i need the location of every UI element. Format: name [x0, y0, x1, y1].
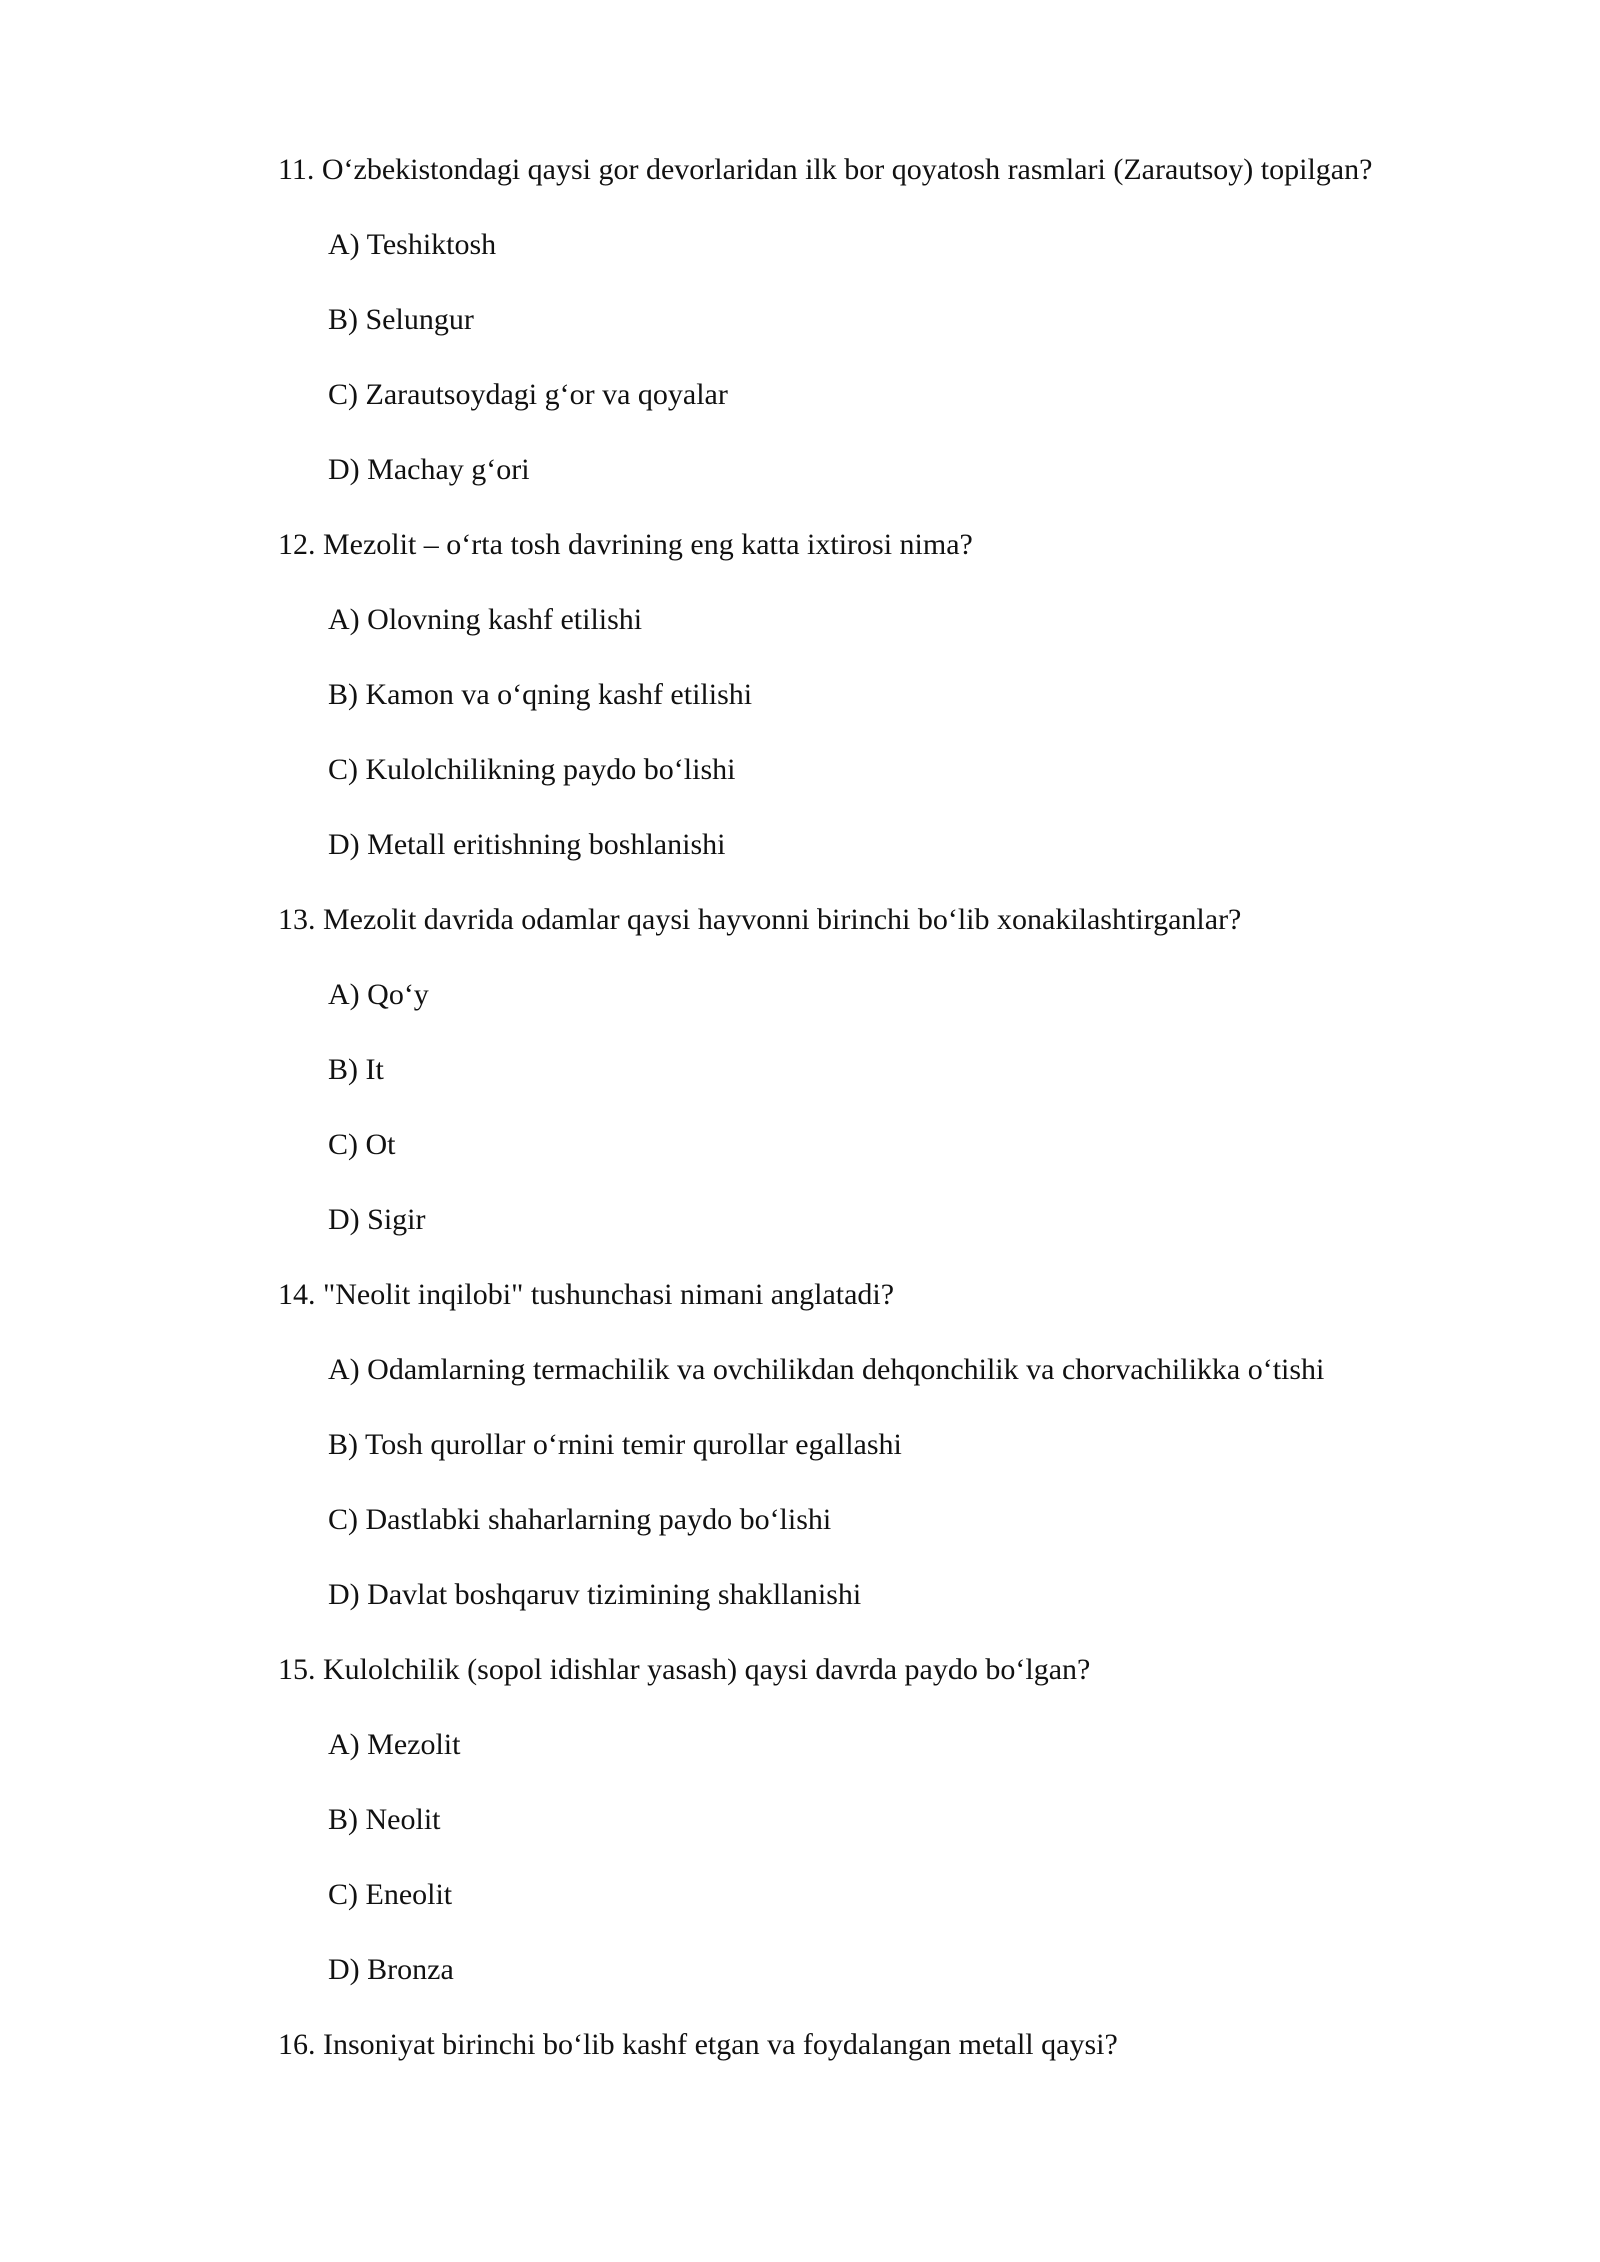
question-12-option-b: B) Kamon va o‘qning kashf etilishi — [328, 678, 753, 711]
question-number: 12. — [278, 528, 316, 561]
question-number: 14. — [278, 1278, 316, 1311]
question-12-option-a: A) Olovning kashf etilishi — [328, 603, 643, 636]
question-14-option-c: C) Dastlabki shaharlarning paydo bo‘lishi — [328, 1503, 832, 1536]
question-text: Kulolchilik (sopol idishlar yasash) qaysi davrda paydo bo‘lgan? — [323, 1653, 1091, 1686]
question-11-option-d: D) Machay g‘ori — [328, 453, 530, 486]
question-16 — [278, 2027, 1118, 2063]
question-text: Mezolit – o‘rta tosh davrining eng katta ixtirosi nima? — [323, 528, 973, 561]
question-12 — [278, 527, 973, 563]
question-text: Insoniyat birinchi bo‘lib kashf etgan va foydalangan metall qaysi? — [323, 2028, 1118, 2061]
question-number: 11. — [278, 153, 315, 186]
question-11-option-c: C) Zarautsoydagi g‘or va qoyalar — [328, 378, 728, 411]
question-15-option-a: A) Mezolit — [328, 1728, 461, 1761]
question-15-option-c: C) Eneolit — [328, 1878, 453, 1911]
question-14-option-b: B) Tosh qurollar o‘rnini temir qurollar egallashi — [328, 1428, 902, 1461]
question-12-option-d: D) Metall eritishning boshlanishi — [328, 828, 726, 861]
question-15-option-b: B) Neolit — [328, 1803, 441, 1836]
question-15 — [278, 1652, 1090, 1688]
question-14-option-d: D) Davlat boshqaruv tizimining shakllanishi — [328, 1578, 862, 1611]
question-11-option-b: B) Selungur — [328, 303, 474, 336]
question-13-option-a: A) Qo‘y — [328, 978, 429, 1011]
question-13-option-c: C) Ot — [328, 1128, 396, 1161]
question-13 — [278, 902, 1241, 938]
question-14 — [278, 1277, 894, 1313]
question-text: O‘zbekistondagi qaysi gor devorlaridan ilk bor qoyatosh rasmlari (Zarautsoy) topilgan? — [321, 153, 1373, 186]
question-11 — [278, 152, 1372, 188]
question-text: Mezolit davrida odamlar qaysi hayvonni birinchi bo‘lib xonakilashtirganlar? — [323, 903, 1242, 936]
question-14-option-a: A) Odamlarning termachilik va ovchilikdan dehqonchilik va chorvachilikka o‘tishi — [328, 1353, 1325, 1386]
question-12-option-c: C) Kulolchilikning paydo bo‘lishi — [328, 753, 736, 786]
question-number: 16. — [278, 2028, 316, 2061]
question-13-option-b: B) It — [328, 1053, 384, 1086]
question-number: 15. — [278, 1653, 316, 1686]
question-11-option-a: A) Teshiktosh — [328, 228, 497, 261]
question-13-option-d: D) Sigir — [328, 1203, 426, 1236]
question-number: 13. — [278, 903, 316, 936]
question-15-option-d: D) Bronza — [328, 1953, 454, 1986]
question-text: "Neolit inqilobi" tushunchasi nimani anglatadi? — [323, 1278, 895, 1311]
